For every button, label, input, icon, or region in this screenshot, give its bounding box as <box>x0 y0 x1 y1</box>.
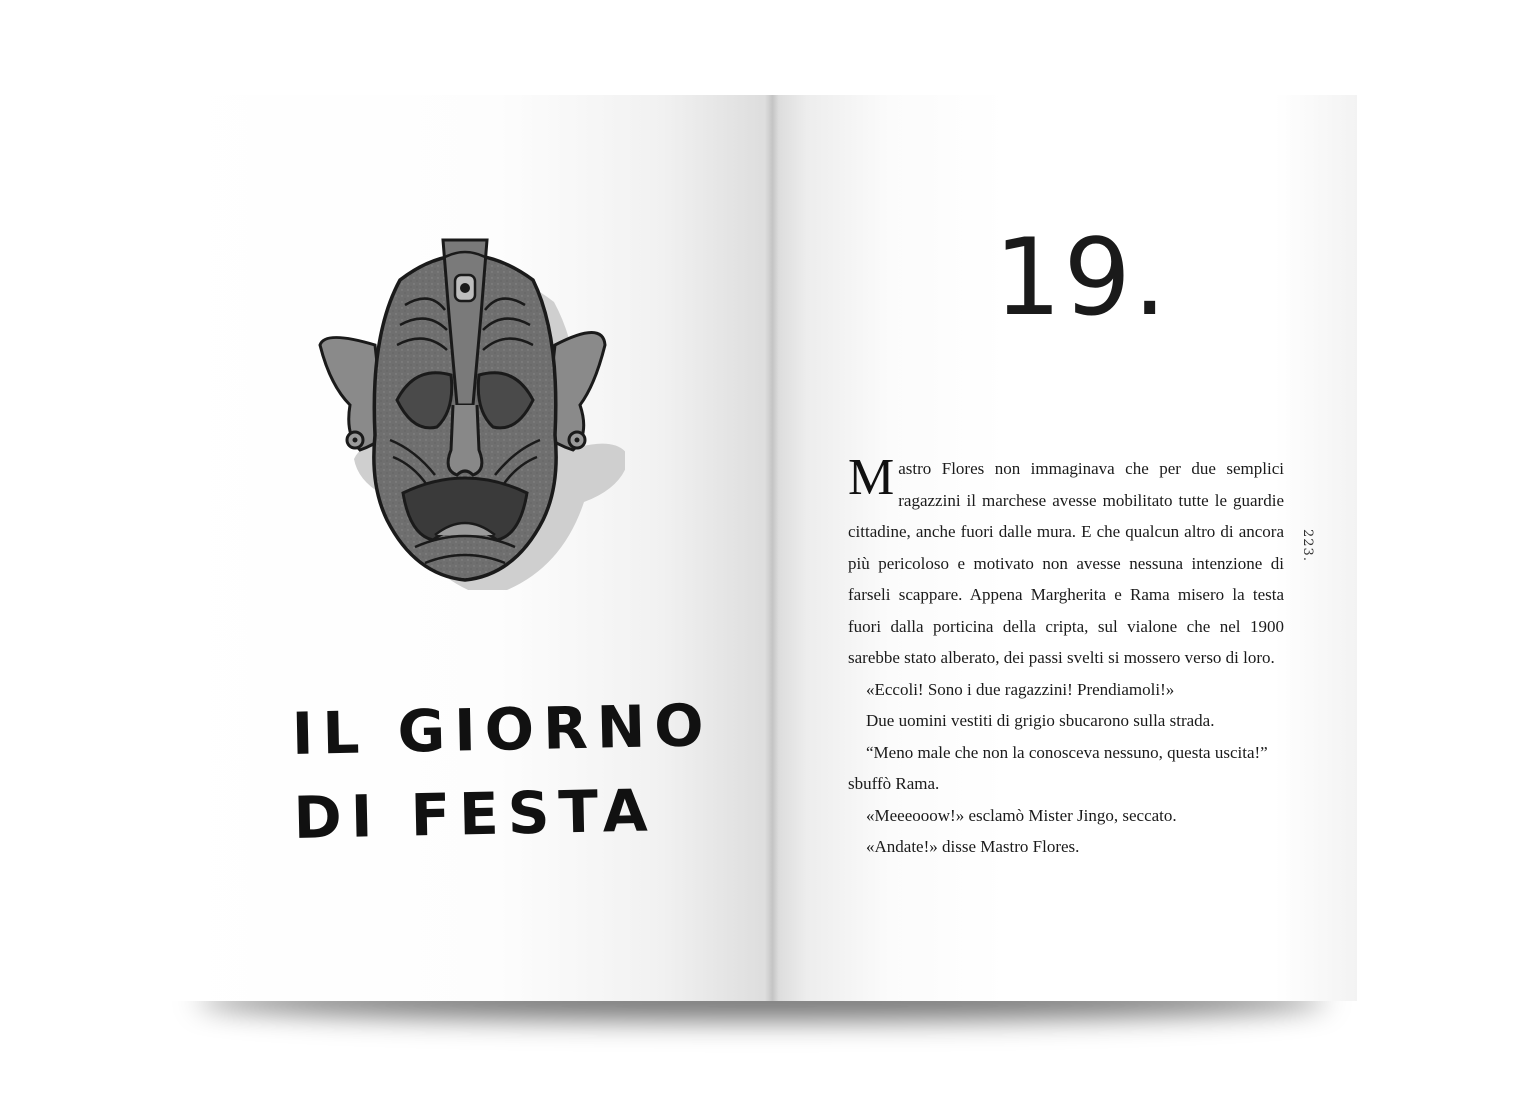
paragraph: «Eccoli! Sono i due ragazzini! Prendiamoli!» <box>866 679 1175 699</box>
paragraph-text: astro Flores non immaginava che per due semplici ragazzini il marchese avesse mobilitato tutte le guardie cittadine, anche fuori dalle mura. E che qualcun altro di ancora più pericoloso e motivato non avesse nessuna intenzione di farseli scappare. Appena Margherita e Rama misero la testa fuori dalla porticina della cripta, sul vialone che nel 1900 sarebbe stato alberato, dei passi svelti si mossero verso di loro. <box>848 459 1284 667</box>
chapter-title <box>291 683 734 860</box>
paragraph: Due uomini vestiti di grigio sbucarono sulla strada. <box>866 711 1215 730</box>
left-page <box>167 95 772 1001</box>
paragraph <box>848 449 1284 674</box>
drop-cap: M <box>848 449 895 506</box>
paragraph: “Meno male che non la conosceva nessuno, questa uscita!” sbuffò Rama. <box>848 742 1268 793</box>
right-page <box>772 95 1357 1001</box>
open-book <box>167 95 1357 1001</box>
paragraph: «Meeeooow!» esclamò Mister Jingo, seccato. <box>866 805 1177 825</box>
chapter-number: 19. <box>994 216 1169 339</box>
theater-tragedy-mask-icon <box>305 235 625 590</box>
book-gutter <box>765 95 779 1001</box>
chapter-title-line-2: DI FESTA <box>292 776 658 852</box>
chapter-body-text <box>848 449 1284 863</box>
page-number: 223. <box>1300 529 1315 562</box>
paragraph: «Andate!» disse Mastro Flores. <box>866 837 1080 856</box>
chapter-title-line-1: IL GIORNO <box>291 691 714 768</box>
